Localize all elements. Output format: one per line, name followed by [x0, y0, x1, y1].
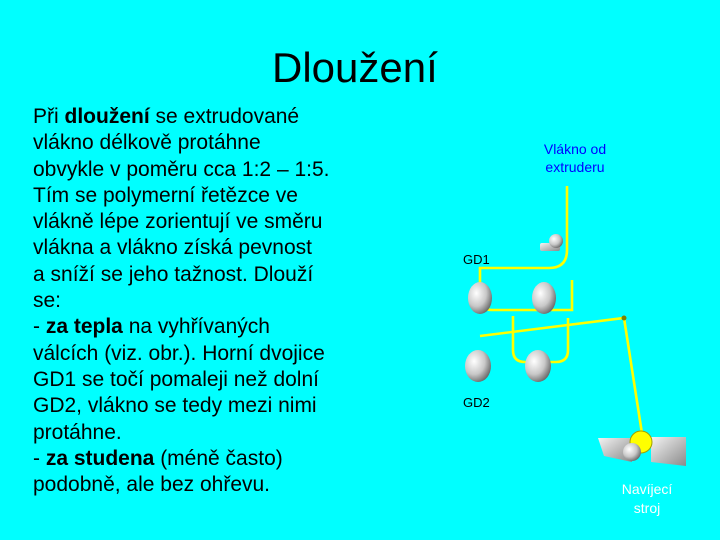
text-line: - za studena (méně často)	[33, 446, 283, 470]
text-line: válcích (viz. obr.). Horní dvojice	[33, 341, 325, 365]
gd2-label: GD2	[463, 395, 490, 410]
text-line: protáhne.	[33, 420, 122, 444]
text-line: GD2, vlákno se tedy mezi nimi	[33, 394, 317, 418]
fiber-label-line: Vlákno od	[543, 141, 607, 157]
fiber-label	[520, 140, 630, 176]
thread-guide	[622, 316, 627, 321]
text-line: Tím se polymerní řetězce ve	[33, 183, 298, 207]
text-line: vlákna a vlákno získá pevnost	[33, 236, 312, 260]
winder-machine	[598, 431, 686, 466]
text-line: a sníží se jeho tažnost. Dlouží	[33, 262, 314, 286]
text-line: podobně, ale bez ohřevu.	[33, 473, 271, 497]
winder-label-line: Navíjecí	[621, 481, 673, 497]
text-line: obvykle v poměru cca 1:2 – 1:5.	[33, 157, 330, 181]
godet-roll-gd1-right	[532, 282, 556, 314]
text-line: - za tepla na vyhřívaných	[33, 315, 270, 339]
text-line: se:	[33, 289, 62, 313]
fiber-label-line: extruderu	[545, 159, 605, 175]
text-line: Při dloužení se extrudované	[33, 105, 300, 128]
godet-roll-gd2-left	[465, 350, 491, 382]
winder-label	[612, 480, 682, 518]
text-line: vlákně lépe zorientují ve směru	[33, 210, 323, 234]
page-title: Dloužení	[272, 44, 438, 91]
gd1-label: GD1	[463, 252, 490, 267]
fiber-path	[480, 318, 643, 440]
godet-roll-gd2-right	[525, 350, 551, 382]
guide-roller	[540, 234, 563, 251]
text-line: vlákno délkově protáhne	[33, 131, 261, 155]
winder-label-line: stroj	[633, 500, 661, 516]
godet-roll-gd1-left	[468, 282, 492, 314]
text-line: GD1 se točí pomaleji než dolní	[33, 367, 319, 391]
